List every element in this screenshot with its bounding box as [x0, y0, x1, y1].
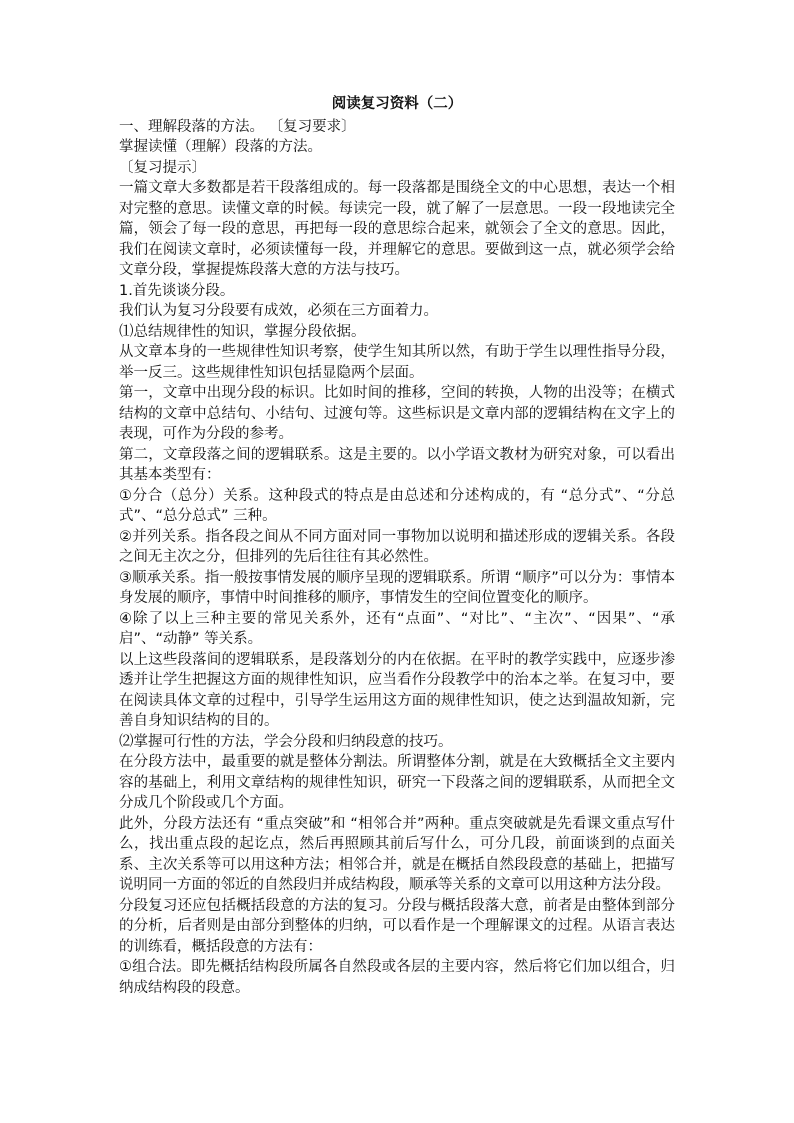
document-title: 阅读复习资料（二）	[331, 96, 463, 112]
paragraph: ①组合法。即先概括结构段所属各自然段或各层的主要内容，然后将它们加以组合，归纳成结构段的段意。	[119, 959, 675, 996]
paragraph: 一篇文章大多数都是若干段落组成的。每一段落都是围绕全文的中心思想，表达一个相对完整的意思。读懂文章的时候。每读完一段，就了解了一层意思。一段一段地读完全篇，领会了每一段的意思，再把每一段的意思综合起来，就领会了全文的意思。因此，我们在阅读文章时，必须读懂每一段，并理解它的意思。要做到这一点，就必须学会给文章分段，掌握提炼段落大意的方法与技巧。	[119, 180, 675, 278]
paragraph: 掌握读懂（理解）段落的方法。	[119, 139, 322, 155]
paragraph: 第一，文章中出现分段的标识。比如时间的推移，空间的转换，人物的出没等；在横式结构的文章中总结句、小结句、过渡句等。这些标识是文章内部的逻辑结构在文字上的表现，可作为分段的参考。	[119, 385, 675, 442]
paragraph: ①分合（总分）关系。这种段式的特点是由总述和分述构成的，有 “总分式”、“分总式”、“总分总式” 三种。	[119, 487, 675, 524]
paragraph: 从文章本身的一些规律性知识考察，使学生知其所以然，有助于学生以理性指导分段，举一反三。这些规律性知识包括显隐两个层面。	[119, 344, 675, 381]
paragraph: 我们认为复习分段要有成效，必须在三方面着力。	[119, 303, 438, 319]
paragraph: 1.首先谈谈分段。	[119, 282, 235, 299]
paragraph: 在分段方法中，最重要的就是整体分割法。所谓整体分割，就是在大致概括全文主要内容的基础上，利用文章结构的规律性知识，研究一下段落之间的逻辑联系，从而把全文分成几个阶段或几个方面。	[119, 754, 675, 811]
paragraph: 一、理解段落的方法。 〔复习要求〕	[119, 118, 356, 135]
paragraph: ②并列关系。指各段之间从不同方面对同一事物加以说明和描述形成的逻辑关系。各段之间无主次之分，但排列的先后往往有其必然性。	[119, 528, 675, 565]
paragraph: 第二，文章段落之间的逻辑联系。这是主要的。以小学语文教材为研究对象，可以看出其基本类型有：	[119, 446, 675, 483]
paragraph: 分段复习还应包括概括段意的方法的复习。分段与概括段落大意，前者是由整体到部分的分析，后者则是由部分到整体的归纳，可以看作是一个理解课文的过程。从语言表达的训练看，概括段意的方法有：	[119, 897, 675, 955]
document-body	[119, 117, 675, 999]
paragraph: ⑵掌握可行性的方法，学会分段和归纳段意的技巧。	[119, 733, 453, 750]
paragraph: 〔复习提示〕	[119, 159, 206, 176]
paragraph: ⑴总结规律性的知识，掌握分段依据。	[119, 323, 366, 340]
paragraph: 以上这些段落间的逻辑联系，是段落划分的内在依据。在平时的教学实践中，应逐步渗透并让学生把握这方面的规律性知识，应当看作分段教学中的治本之举。在复习中，要在阅读具体文章的过程中，引导学生运用这方面的规律性知识，使之达到温故知新，完善自身知识结构的目的。	[119, 651, 675, 729]
paragraph: ④除了以上三种主要的常见关系外，还有“点面”、“对比”、“主次”、“因果”、“承启”、“动静” 等关系。	[119, 610, 675, 647]
paragraph: ③顺承关系。指一般按事情发展的顺序呈现的逻辑联系。所谓 “顺序”可以分为：事情本身发展的顺序，事情中时间推移的顺序，事情发生的空间位置变化的顺序。	[119, 569, 675, 606]
document-page	[119, 94, 675, 998]
paragraph: 此外，分段方法还有 “重点突破”和 “相邻合并”两种。重点突破就是先看课文重点写什么，找出重点段的起讫点，然后再照顾其前后写什么，可分几段，前面谈到的点面关系、主次关系等可以用这种方法；相邻合并，就是在概括自然段段意的基础上，把描写说明同一方面的邻近的自然段归并成结构段，顺承等关系的文章可以用这种方法分段。	[119, 815, 675, 893]
